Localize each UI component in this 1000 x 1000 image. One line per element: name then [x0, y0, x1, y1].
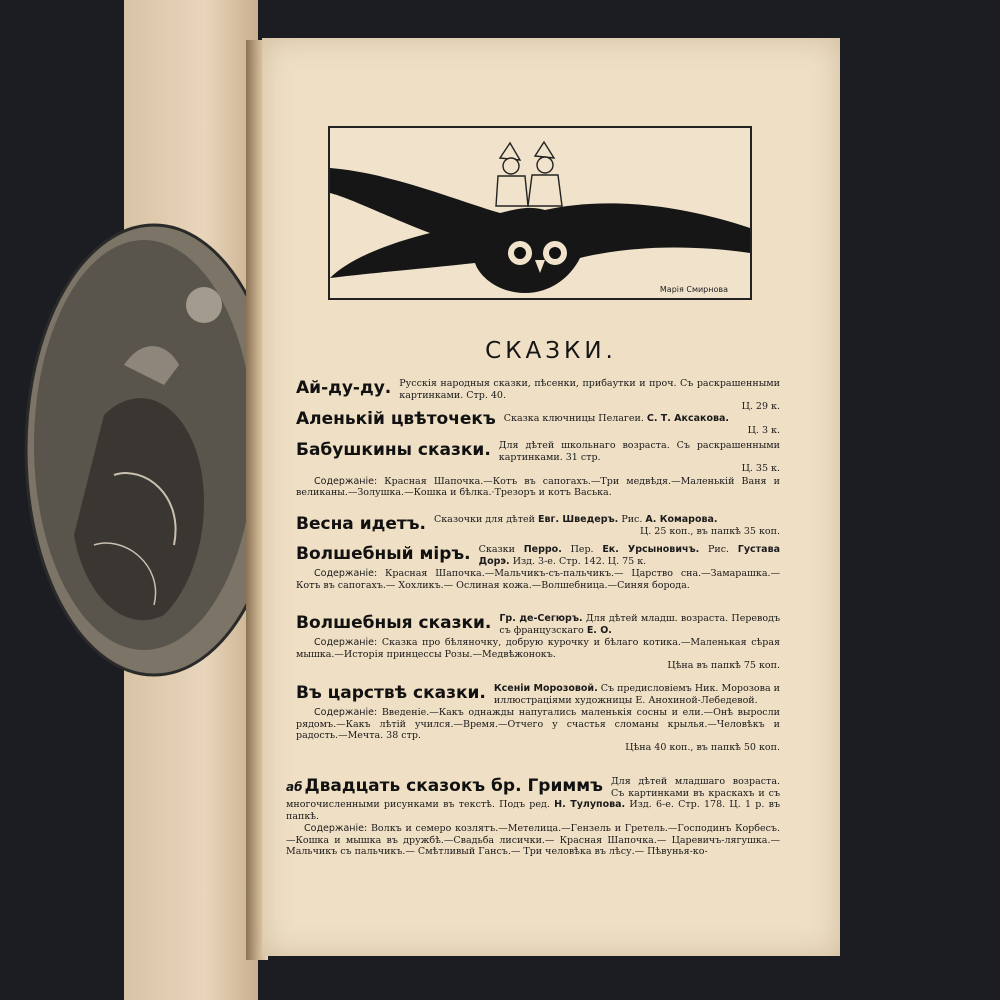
catalog-entry: [286, 776, 780, 858]
entry-description: Для дѣтей младшаго возраста. Съ картинками въ краскахъ и съ многочисленными рисунками въ текстѣ. Подъ ред. Н. Тулупова. Изд. 6-е. Стр. 178. Ц. 1 р. въ папкѣ.: [286, 776, 780, 822]
entry-description: Для дѣтей школьнаго возраста. Съ раскрашенными картинками. 31 стр.: [498, 440, 780, 463]
entry-price: Ц. 25 коп., въ папкѣ 35 коп.: [639, 525, 780, 537]
entry-contents: Содержанiе: Красная Шапочка.—Мальчикъ-съ-пальчикъ.— Царство сна.—Замарашка.—Котъ въ сапогахъ.— Хохликъ.— Ослиная кожа.—Волшебница.—Синяя борода.: [296, 568, 781, 591]
entry-title: Волшебный мiръ.: [296, 544, 471, 564]
catalog-entry: [296, 514, 780, 537]
entry-price: Цѣна 40 коп., въ папкѣ 50 коп.: [625, 741, 780, 753]
catalog-entry: [296, 613, 780, 672]
entry-contents: Содержанiе: Введенiе.—Какъ однажды напугались маленькiя сосны и ели.—Онѣ выросли рядомъ.—Какъ лѣтiй учился.—Время.—Отчего у счастья сломаны крылья.—Человѣкъ и радость.—Мечта. 38 стр.: [296, 707, 780, 741]
artist-signature: Марiя Смирнова: [659, 285, 728, 294]
entry-title: Ай-ду-ду.: [296, 378, 392, 398]
entry-contents: Содержанiе: Красная Шапочка.—Котъ въ сапогахъ.—Три медвѣдя.—Маленькiй Ваня и великаны.—Золушка.—Кошка и бѣлка.·Трезоръ и котъ Васька.: [296, 475, 780, 498]
entry-description: Гр. де-Сегюръ. Для дѣтей младш. возраста. Переводъ съ французскаго Е. О.: [499, 613, 780, 636]
entry-contents: Содержанiе: Волкъ и семеро козлятъ.—Метелица.—Гензель и Гретель.—Господинъ Корбесъ.—Кошка и мышка въ дружбѣ.—Свадьба лисички.— Красная Шапочка.— Царевичъ-лягушка.— Мальчикъ съ пальчикъ.— Смѣтливый Гансъ.— Три человѣка въ лѣсу.— Пѣвунья-ко-: [286, 823, 780, 857]
entry-price: Цѣна въ папкѣ 75 коп.: [667, 660, 780, 671]
catalog-entry: [296, 544, 780, 591]
entry-title: Весна идетъ.: [296, 514, 426, 534]
header-illustration: [328, 126, 752, 300]
entry-price: Ц. 3 к.: [747, 424, 780, 436]
entry-description: Русскiя народныя сказки, пѣсенки, прибаутки и проч. Съ раскрашенными картинками. Стр. 40.: [399, 378, 780, 401]
entry-title: Въ царствѣ сказки.: [296, 683, 486, 703]
entry-prefix: аб: [286, 780, 303, 794]
entry-title: аб Двадцать сказокъ бр. Гриммъ: [286, 776, 603, 796]
entry-price: Ц. 35 к.: [741, 463, 780, 474]
entry-description: Ксенiи Морозовой. Съ предисловiемъ Ник. Морозова и иллюстрацiями художницы Е. Анохиной-Лебедевой.: [493, 683, 780, 706]
catalog-entry: [296, 378, 780, 413]
owl-with-gnomes-drawing: [330, 128, 750, 298]
entry-price: Ц. 29 к.: [741, 401, 780, 412]
entry-description: Сказка ключницы Пелагеи. С. Т. Аксакова.: [503, 413, 730, 424]
catalog-entry: [296, 440, 780, 499]
entry-title: Аленькiй цвѣточекъ: [296, 409, 496, 429]
section-title: СКАЗКИ.: [485, 338, 617, 364]
catalog-entry: [296, 683, 780, 753]
entry-contents: Содержанiе: Сказка про бѣляночку, добрую курочку и бѣлаго котика.—Маленькая сѣрая мышка.—Исторiя принцессы Розы.—Медвѣжонокъ.: [296, 637, 780, 660]
entry-description: Сказки Перро. Пер. Ек. Урсыновичъ. Рис. Густава Дорэ. Изд. 3-е. Стр. 142. Ц. 75 к.: [478, 544, 781, 567]
entry-author: С. Т. Аксакова.: [646, 413, 730, 424]
entry-title: Бабушкины сказки.: [296, 440, 491, 460]
entry-description: Сказочки для дѣтей Евг. Шведеръ. Рис. А. Комарова.: [433, 514, 718, 525]
left-page: [124, 0, 258, 1000]
catalog-entry: [296, 409, 780, 436]
right-page: [262, 38, 840, 956]
entry-title: Волшебныя сказки.: [296, 613, 492, 633]
